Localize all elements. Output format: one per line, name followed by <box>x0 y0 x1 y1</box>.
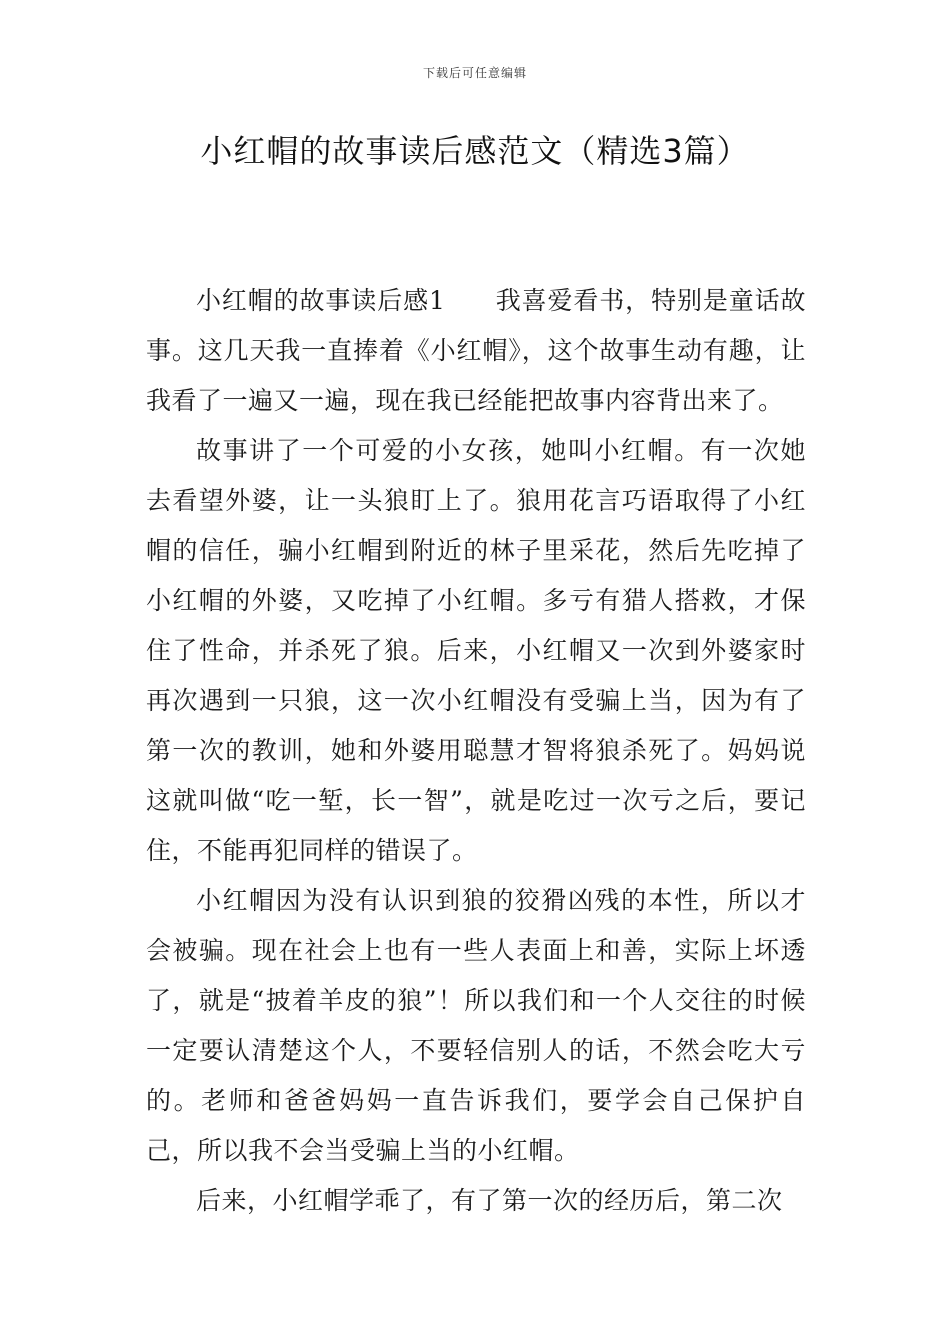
section-label: 小红帽的故事读后感1 <box>196 286 446 315</box>
document-body <box>146 276 806 1226</box>
paragraph-3: 小红帽因为没有认识到狼的狡猾凶残的本性，所以才会被骗。现在社会上也有一些人表面上和善，实际上坏透了，就是“披着羊皮的狼”！所以我们和一个人交往的时候一定要认清楚这个人，不要轻信别人的话，不然会吃大亏的。老师和爸爸妈妈一直告诉我们，要学会自己保护自己，所以我不会当受骗上当的小红帽。 <box>146 886 806 1165</box>
paragraph-1-text: 我喜爱看书，特别是童话故事。这几天我一直捧着《小红帽》，这个故事生动有趣，让我看了一遍又一遍，现在我已经能把故事内容背出来了。 <box>146 286 806 415</box>
paragraph-1 <box>146 276 806 426</box>
header-note: 下载后可任意编辑 <box>422 66 527 80</box>
paragraph-2: 故事讲了一个可爱的小女孩，她叫小红帽。有一次她去看望外婆，让一头狼盯上了。狼用花言巧语取得了小红帽的信任，骗小红帽到附近的林子里采花，然后先吃掉了小红帽的外婆，又吃掉了小红帽。多亏有猎人搭救，才保住了性命，并杀死了狼。后来，小红帽又一次到外婆家时再次遇到一只狼，这一次小红帽没有受骗上当，因为有了第一次的教训，她和外婆用聪慧才智将狼杀死了。妈妈说这就叫做“吃一堑，长一智”，就是吃过一次亏之后，要记住，不能再犯同样的错误了。 <box>146 436 806 865</box>
paragraph-4: 后来，小红帽学乖了，有了第一次的经历后，第二次 <box>196 1186 783 1215</box>
document-title: 小红帽的故事读后感范文（精选3篇） <box>200 132 750 170</box>
